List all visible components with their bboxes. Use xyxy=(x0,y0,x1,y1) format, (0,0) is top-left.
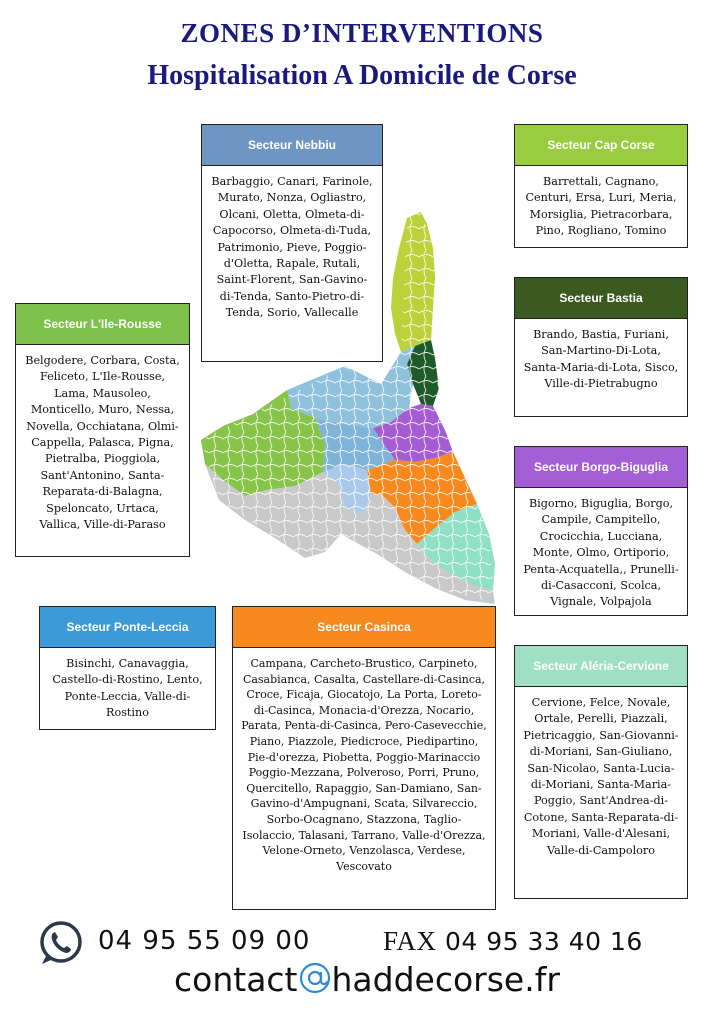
sector-header: Secteur Borgo-Biguglia xyxy=(515,447,687,488)
sector-towns: Brando, Bastia, Furiani, San-Martino-Di-Lota, Santa-Maria-di-Lota, Sisco, Ville-di-Pietrabugno xyxy=(523,328,679,391)
sector-header: Secteur Bastia xyxy=(515,278,687,319)
sector-towns: Belgodere, Corbara, Costa, Feliceto, L'Ile-Rousse, Lama, Mausoleo, Monticello, Muro, Nessa, Novella, Occhiatana, Olmi-Cappella, Palasca, Pigna, Pietralba, Pioggiola, Sant'Antonino, Santa-Reparata-di-Balagna, Speloncato, Urtaca, Vallica, Ville-di-Paraso xyxy=(25,354,180,532)
sector-header: Secteur Casinca xyxy=(233,607,495,648)
sector-box-aleria xyxy=(514,645,688,899)
email-address[interactable] xyxy=(174,960,560,999)
sector-towns: Campana, Carcheto-Brustico, Carpineto, Casabianca, Casalta, Castellare-di-Casinca, Croce, Ficaja, Giocatojo, La Porta, Loreto-di-Casinca, Monacia-d'Orezza, Nocario, Parata, Penta-di-Casinca, Pero-Casevecchie, Piano, Piazzole, Piedicroce, Piedipartino, Pie-d'orezza, Piobetta, Poggio-Marinaccio Poggio-Mezzana, Polveroso, Porri, Pruno, Quercitello, Rapaggio, San-Damiano, San-Gavino-d'Ampugnani, Scata, Silvareccio, Sorbo-Ocagnano, Stazzona, Taglio-Isolaccio, Talasani, Tarrano, Valle-d'Orezza, Velone-Orneto, Venzolasca, Verdese, Vescovato xyxy=(241,657,487,873)
email-domain: haddecorse.fr xyxy=(331,960,560,999)
sector-box-borgo xyxy=(514,446,688,616)
sector-towns: Barrettali, Cagnano, Centuri, Ersa, Luri, Meria, Morsiglia, Pietracorbara, Pino, Rogliano, Tomino xyxy=(525,175,677,238)
phone-number[interactable]: 04 95 55 09 00 xyxy=(98,926,311,956)
fax-number xyxy=(383,926,643,957)
page-title: ZONES D’INTERVENTIONS xyxy=(180,18,544,48)
sector-header: Secteur Cap Corse xyxy=(515,125,687,166)
sector-header: Secteur Ponte-Leccia xyxy=(40,607,215,648)
sector-towns: Bigorno, Biguglia, Borgo, Campile, Campitello, Crocicchia, Lucciana, Monte, Olmo, Ortiporio, Penta-Acquatella,, Prunelli-di-Casacconi, Scolca, Vignale, Volpajola xyxy=(523,497,679,609)
sector-box-casinca xyxy=(232,606,496,910)
email-user: contact xyxy=(174,960,298,999)
sector-box-nebbiu xyxy=(201,124,383,362)
sector-box-ile-rousse xyxy=(15,303,190,557)
sector-header: Secteur Nebbiu xyxy=(202,125,382,166)
sector-towns: Cervione, Felce, Novale, Ortale, Perelli, Piazzali, Pietricaggio, San-Giovanni-di-Moriani, San-Giuliano, San-Nicolao, Santa-Lucia-di-Moriani, Santa-Maria-Poggio, Sant'Andrea-di-Cotone, Santa-Reparata-di-Moriani, Valle-d'Alesani, Valle-di-Campoloro xyxy=(523,696,679,857)
page-subtitle: Hospitalisation A Domicile de Corse xyxy=(147,60,577,91)
sector-towns: Barbaggio, Canari, Farinole, Murato, Nonza, Ogliastro, Olcani, Oletta, Olmeta-di-Capocorso, Olmeta-di-Tuda, Patrimonio, Pieve, Poggio-d'Oletta, Rapale, Rutali, Saint-Florent, San-Gavino-di-Tenda, Santo-Pietro-di-Tenda, Sorio, Vallecalle xyxy=(211,175,373,320)
whatsapp-phone-icon xyxy=(36,918,86,968)
sector-box-cap-corse xyxy=(514,124,688,248)
sector-box-bastia xyxy=(514,277,688,417)
sector-towns: Bisinchi, Canavaggia, Castello-di-Rostino, Lento, Ponte-Leccia, Valle-di-Rostino xyxy=(52,657,203,720)
sector-header: Secteur L'Ile-Rousse xyxy=(16,304,189,345)
fax-value: 04 95 33 40 16 xyxy=(444,927,643,956)
at-sign-icon xyxy=(298,961,332,995)
sector-box-ponte-leccia xyxy=(39,606,216,730)
fax-label: FAX xyxy=(383,926,437,956)
sector-header: Secteur Aléria-Cervione xyxy=(515,646,687,687)
